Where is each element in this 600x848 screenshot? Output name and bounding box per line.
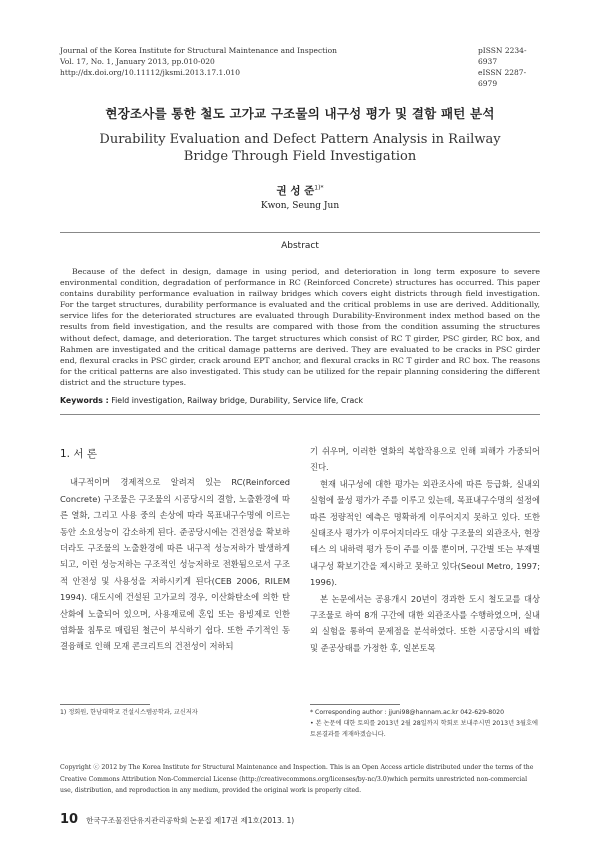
body-paragraph: 기 쉬우며, 이러한 열화의 복합작용으로 인해 피해가 가중되어 진다. xyxy=(310,446,540,473)
body-paragraph: 본 논문에서는 공용개시 20년이 경과한 도시 철도교를 대상구조물로 하여 8개 구간에 대한 외관조사를 수행하였으며, 실내외 실험을 통하여 문제점을 분석하였다. 또한 시공당시의 배합 및 준공상태를 가정한 후, 일본토목 xyxy=(310,593,540,653)
body-paragraph: 현재 내구성에 대한 평가는 외관조사에 따른 등급화, 실내외 실험에 물성 평가가 주를 이루고 있는데, 목표내구수명의 설정에 따른 정량적인 예측은 명확하게 이루어지지 못하고 있다. 또한 실태조사 평가가 이루어지더라도 대상 구조물의 외관조사, 현장테스 의 내하력 평가 등이 주를 이룰 뿐이며, 구간별 또는 부재별 내구성 확보기간을 제시하고 못하고 있다(Seoul Metro, 1997; 1996). xyxy=(310,478,540,588)
title-korean: 현장조사를 통한 철도 고가교 구조물의 내구성 평가 및 결함 패턴 분석 xyxy=(105,106,495,121)
eissn: eISSN 2287-6979 xyxy=(478,68,527,88)
doi-link[interactable]: http://dx.doi.org/10.11112/jksmi.2013.17.1.010 xyxy=(60,68,240,77)
author-name: 권 성 준 xyxy=(276,185,315,197)
copyright-notice: Copyright ⓒ 2012 by The Korea Institute for Structural Maintenance and Inspection. This is an Open Access article distributed under the terms of the Creative Commons Attribution Non-Commercial License (http://creativecommons.org/licenses/by-nc/3.0)which permits unrestricted non-commercial use, distribution, and reproduction in any medium, provided the original work is properly cited. xyxy=(60,764,534,794)
title-english: Durability Evaluation and Defect Pattern Analysis in Railway Bridge Through Field Investigation xyxy=(99,132,501,164)
page-footer xyxy=(60,812,294,827)
discussion-note: • 본 논문에 대한 토의를 2013년 2월 28일까지 학회로 보내주시면 2013년 3월호에 토론결과를 게재하겠습니다. xyxy=(310,720,538,738)
abstract-text: Because of the defect in design, damage in using period, and deterioration in long term exposure to severe environmental condition, degradation of performance in RC (Reinforced Concrete) structures has occurred. This paper contains durability performance evaluation in railway bridges which covers eight districts through field investigation. For the target structures, durability performance is evaluated and the critical problems in use are derived. Additionally, service lifes for the deteriorated structures are evaluated through Durability-Environment index method based on the results from field investigation, and the results are compared with those from the condition assuming the structures without defect, damage, and deterioration. The target structures which consist of RC T girder, PSC girder, RC box, and Rahmen are investigated and the critical damage patterns are derived. They are evaluated to be cracks in PSC girder end, flexural cracks in PSC girder, crack around EPT anchor, and flexural cracks in RC T girder and RC box. The reasons for the critical patterns are also investigated. This study can be utilized for the repair planning considering the different district and the structure types. xyxy=(60,267,540,387)
body-left-column xyxy=(60,446,290,655)
section-title: 1. 서 론 xyxy=(60,448,97,460)
keywords-list: Field investigation, Railway bridge, Durability, Service life, Crack xyxy=(111,396,364,405)
body-right-column xyxy=(310,443,540,656)
footnote-rule-left xyxy=(60,704,150,705)
corresponding-author: * Corresponding author : jjuni98@hannam.ac.kr 042-629-8020 xyxy=(310,709,505,716)
divider-bottom xyxy=(60,414,540,415)
author-english: Kwon, Seung Jun xyxy=(260,201,340,211)
author-korean xyxy=(0,183,600,198)
footnote-left: 1) 정회원, 한남대학교 건설시스템공학과, 교신저자 xyxy=(60,709,198,716)
keywords xyxy=(60,396,540,405)
body-paragraph: 내구적이며 경제적으로 알려져 있는 RC(Reinforced Concrete) 구조물은 구조물의 시공당시의 결함, 노출환경에 따른 열화, 그리고 사용 중의 손상에 따라 목표내구수명에 이르는 동안 소요성능이 감소하게 된다. 준공당시에는 건전성을 확보하더라도 구조물의 노출환경에 따른 내구적 성능저하가 발생하게 되고, 이런 성능저하는 구조적인 성능저하로 전환됨으로서 구조적 안전성 및 사용성을 저하시키게 된다(CEB 2006, RILEM 1994). 대도시에 건설된 고가교의 경우, 이산화탄소에 의한 탄산화에 노출되어 있으며, 사용재료에 혼입 또는 융빙제로 인한 염화물 침투로 매립된 철근이 부식하기 쉽다. 또한 주기적인 동결융해로 인해 모재 콘크리트의 건전성이 저하되 xyxy=(60,477,290,652)
journal-volume: Vol. 17, No. 1, January 2013, pp.010-020 xyxy=(60,57,215,66)
page-number: 10 xyxy=(60,812,79,827)
keywords-label: Keywords : xyxy=(60,396,109,405)
journal-name: Journal of the Korea Institute for Structural Maintenance and Inspection xyxy=(60,46,337,55)
divider-top xyxy=(60,232,540,233)
footer-journal: 한국구조물진단유지관리공학회 논문집 제17권 제1호(2013. 1) xyxy=(86,816,295,825)
pissn: pISSN 2234-6937 xyxy=(478,46,527,66)
author-affiliation-mark: 1)* xyxy=(314,184,324,192)
footnote-right xyxy=(310,707,540,740)
abstract-heading: Abstract xyxy=(281,241,319,251)
footnote-rule-right xyxy=(310,704,400,705)
